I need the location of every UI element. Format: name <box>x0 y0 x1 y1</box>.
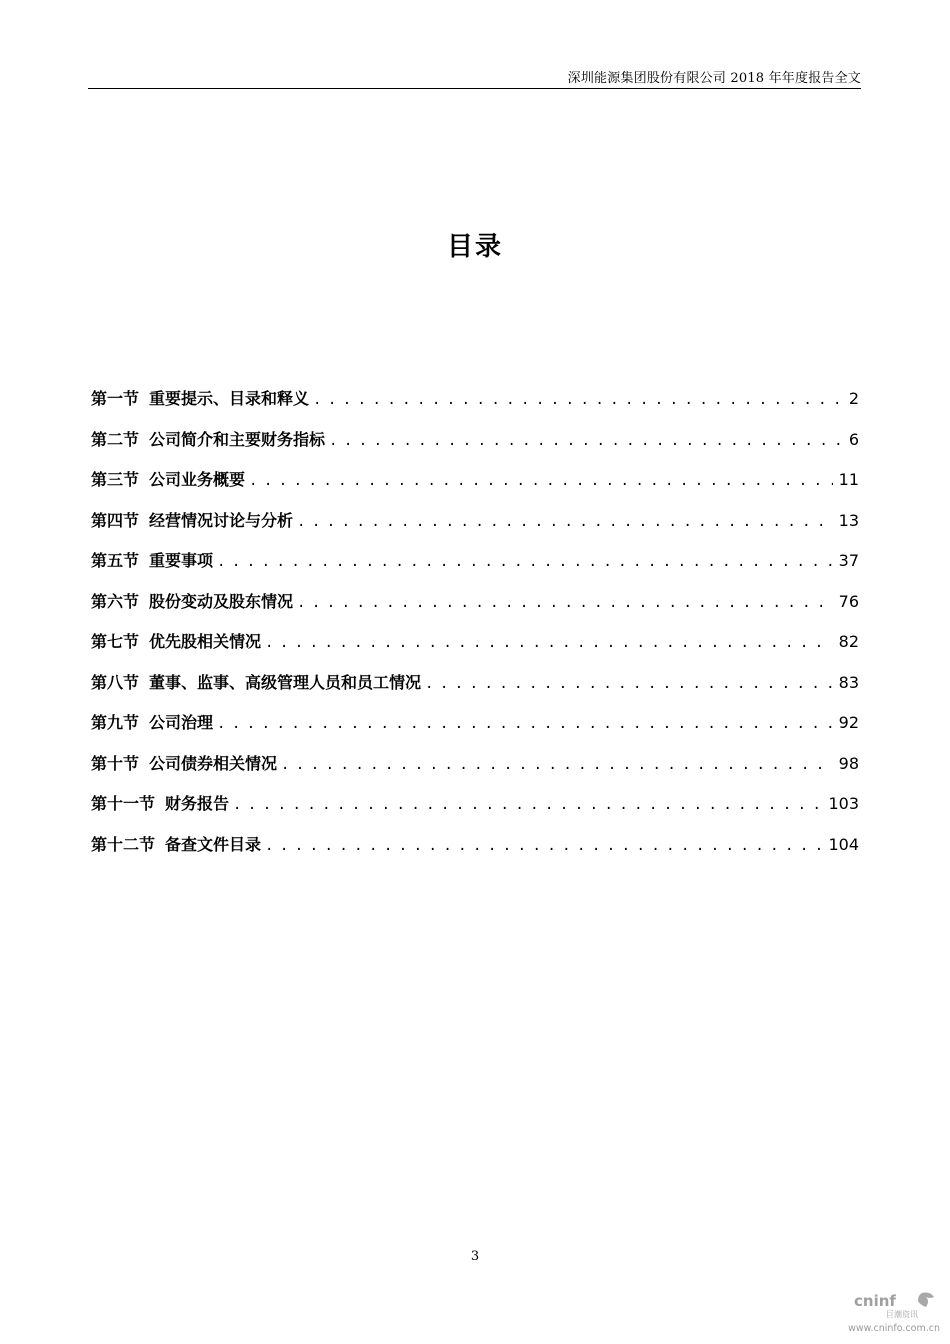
toc-section-number: 第十一节 <box>91 794 156 813</box>
toc-section-number: 第二节 <box>91 429 140 449</box>
toc-section-title: 公司简介和主要财务指标 <box>149 429 326 449</box>
toc-entry[interactable] <box>91 791 859 832</box>
toc-page-number: 2 <box>848 389 859 408</box>
toc-section-title: 备查文件目录 <box>165 834 262 854</box>
toc-dot-leader <box>329 433 843 449</box>
toc-page-number: 11 <box>838 470 859 489</box>
toc-dot-leader <box>265 838 822 854</box>
toc-page-number: 6 <box>848 429 859 449</box>
toc-page-number: 37 <box>838 551 859 570</box>
toc-section-title: 财务报告 <box>165 794 230 813</box>
toc-dot-leader <box>313 392 843 408</box>
toc-section-title: 重要事项 <box>149 551 214 570</box>
toc-dot-leader <box>425 676 833 692</box>
toc-entry[interactable] <box>91 427 859 468</box>
toc-section-title: 优先股相关情况 <box>149 632 262 651</box>
toc-entry[interactable] <box>91 751 859 792</box>
toc-section-number: 第四节 <box>91 510 140 530</box>
toc-dot-leader <box>217 554 833 570</box>
toc-page-number: 76 <box>838 591 859 611</box>
toc-page-number: 104 <box>828 834 859 854</box>
cninfo-watermark <box>848 1290 942 1334</box>
toc-page-number: 82 <box>838 632 859 651</box>
toc-entry[interactable] <box>91 508 859 549</box>
toc-section-title: 公司债券相关情况 <box>149 753 278 773</box>
toc-entry[interactable] <box>91 832 859 873</box>
toc-page-number: 83 <box>838 672 859 692</box>
toc-dot-leader <box>297 595 833 611</box>
toc-dot-leader <box>233 797 822 813</box>
svg-text:cninf: cninf <box>854 1292 896 1310</box>
toc-section-title: 公司治理 <box>149 713 214 732</box>
toc-dot-leader <box>297 514 833 530</box>
toc-section-number: 第三节 <box>91 470 140 489</box>
toc-entry[interactable] <box>91 467 859 508</box>
header-text: 深圳能源集团股份有限公司 2018 年年度报告全文 <box>567 71 861 86</box>
toc-entry[interactable] <box>91 548 859 589</box>
toc-entry[interactable] <box>91 589 859 630</box>
page-title: 目录 <box>446 232 503 262</box>
page-number: 3 <box>470 1249 480 1264</box>
toc-page-number: 92 <box>838 713 859 732</box>
svg-text:巨潮资讯: 巨潮资讯 <box>886 1310 918 1318</box>
toc-page-number: 103 <box>828 794 859 813</box>
toc-section-title: 公司业务概要 <box>149 470 246 489</box>
toc-entry[interactable] <box>91 710 859 751</box>
toc-section-number: 第九节 <box>91 713 140 732</box>
toc-entry[interactable] <box>91 386 859 427</box>
toc-section-number: 第七节 <box>91 632 140 651</box>
toc-section-title: 股份变动及股东情况 <box>149 591 294 611</box>
toc-page-number: 13 <box>838 510 859 530</box>
table-of-contents <box>91 386 859 872</box>
cninfo-logo-icon <box>854 1290 940 1318</box>
toc-dot-leader <box>217 716 833 732</box>
toc-section-number: 第十二节 <box>91 834 156 854</box>
toc-section-number: 第十节 <box>91 753 140 773</box>
toc-section-number: 第六节 <box>91 591 140 611</box>
toc-entry[interactable] <box>91 629 859 670</box>
toc-page-number: 98 <box>838 753 859 773</box>
toc-section-number: 第五节 <box>91 551 140 570</box>
toc-section-number: 第一节 <box>91 389 140 408</box>
toc-section-title: 重要提示、目录和释义 <box>149 389 310 408</box>
watermark-url: www.cninfo.com.cn <box>848 1323 940 1334</box>
toc-section-title: 董事、监事、高级管理人员和员工情况 <box>149 672 422 692</box>
toc-dot-leader <box>249 473 833 489</box>
toc-dot-leader <box>265 635 833 651</box>
toc-section-number: 第八节 <box>91 672 140 692</box>
toc-entry[interactable] <box>91 670 859 711</box>
page-header <box>88 64 861 89</box>
toc-section-title: 经营情况讨论与分析 <box>149 510 294 530</box>
toc-dot-leader <box>281 757 833 773</box>
